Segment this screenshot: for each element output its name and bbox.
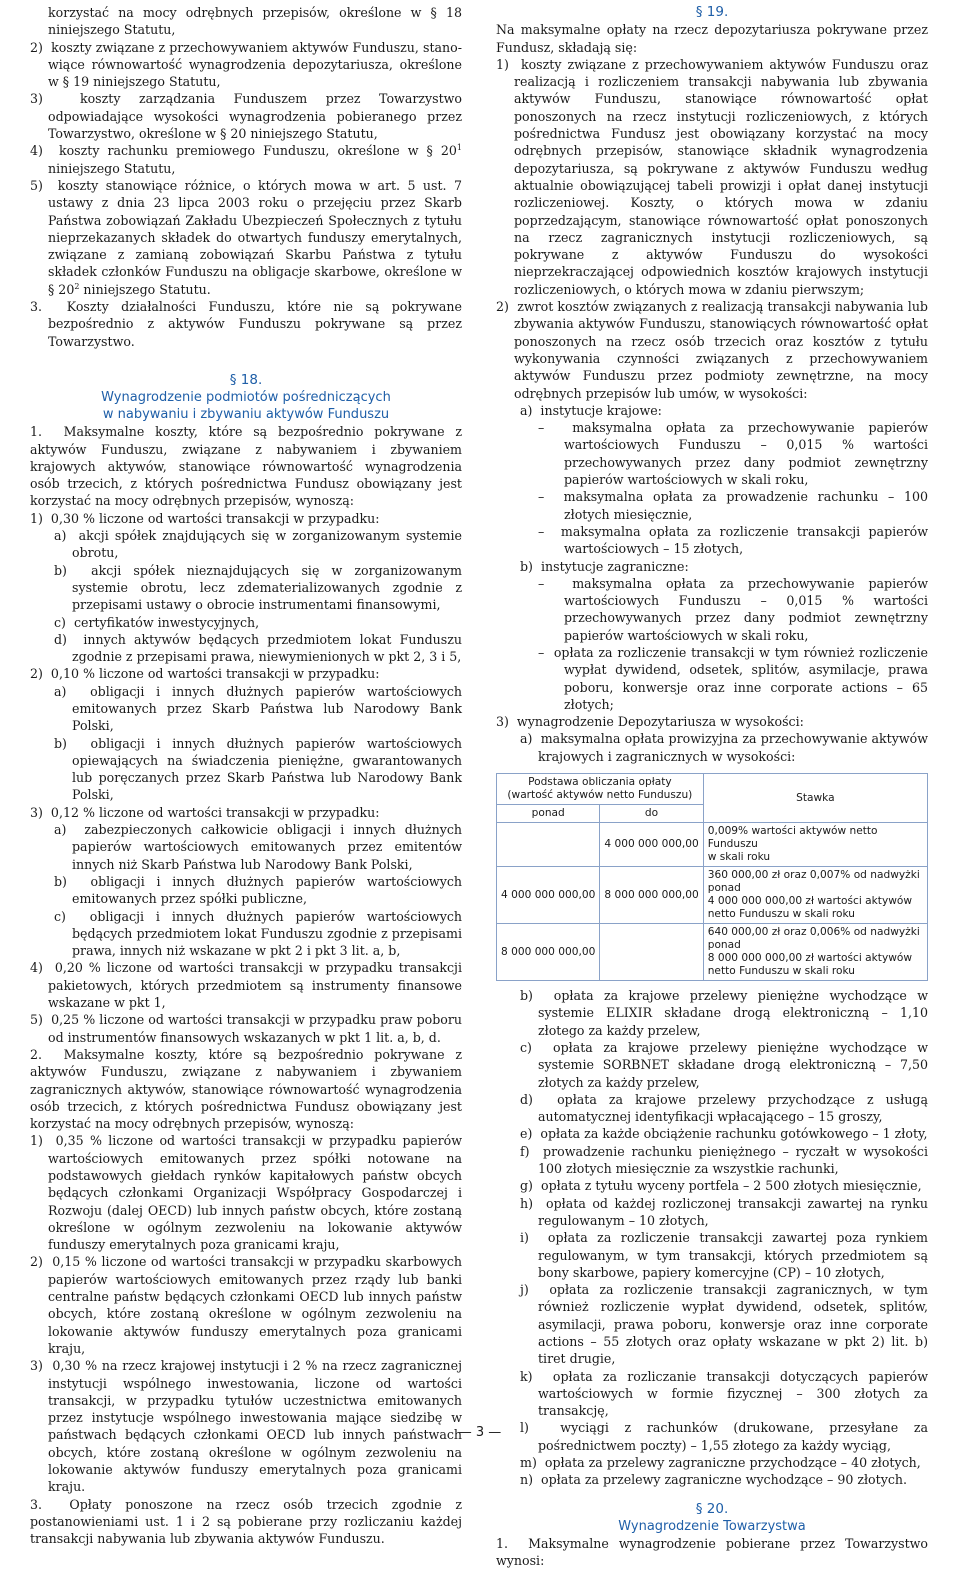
list-item: – maksymalna opłata za prowadzenie rachunku – 100 złotych miesięcznie, bbox=[538, 489, 928, 522]
section-title: Wynagrodzenie podmiotów pośredniczących bbox=[101, 390, 391, 406]
list-item: a) obligacji i innych dłużnych papierów wartościowych emitowanych przez Skarb Państwa lub Narodowy Bank Polski, bbox=[54, 683, 462, 734]
list-item: c) obligacji i innych dłużnych papierów wartościowych będących przedmiotem lokat Funduszu zgodnie z przepisami prawa, innych niż wskazane w pkt 2 i pkt 3 lit. a, b, bbox=[54, 908, 462, 959]
section-title: Wynagrodzenie Towarzystwa bbox=[618, 1518, 806, 1534]
cell-text: 640 000,00 zł oraz 0,006% od nadwyżki ponad bbox=[707, 926, 920, 952]
table-header-row bbox=[497, 774, 928, 805]
list-item: j) opłata za rozliczenie transakcji zagranicznych, w tym również rozliczenie wypłat dywidend, odsetek, splitów, asymilacji, prawa poboru, konwersje oraz inne corporate actions – 55 złotych oraz opłaty wskazane w pkt 2) lit. b) tiret drugie, bbox=[520, 1282, 928, 1367]
list-item: l) wyciągi z rachunków (drukowane, przesyłane za pośrednictwem poczty) – 1,55 złotego za każdy wyciąg, bbox=[520, 1420, 928, 1453]
table-cell: 8 000 000 000,00 bbox=[600, 867, 703, 924]
paragraph: 2. Maksymalne koszty, które są bezpośrednio pokrywane z aktywów Funduszu, związane z nabywaniem i zbywaniem zagranicznych aktywów, stanowiące równowartość wynagrodzenia osób trzecich, z których pośrednictwa Fundusz obowiązany jest korzystać na mocy odrębnych przepisów, wynoszą: bbox=[30, 1046, 462, 1132]
column-header: do bbox=[600, 805, 703, 823]
list-item: 3) koszty zarządzania Funduszem przez Towarzystwo odpowiadające wysokości wynagrodzenia pobieranego przez Towarzystwo, określone w § 20 niniejszego Statutu, bbox=[30, 91, 462, 142]
cell-text: w skali roku bbox=[707, 851, 771, 864]
list-item bbox=[30, 177, 462, 298]
table-cell bbox=[497, 823, 600, 867]
paragraph: Na maksymalne opłaty na rzecz depozytariusza pokrywane przez Fundusz, składają się: bbox=[496, 22, 928, 55]
list-item: a) akcji spółek znajdujących się w zorganizowanym systemie obrotu, bbox=[54, 528, 462, 561]
left-column bbox=[30, 4, 462, 1548]
paragraph: 3. Opłaty ponoszone na rzecz osób trzecich zgodnie z postanowieniami ust. 1 i 2 są pobierane przy rozliczaniu każdej transakcji nabywania lub zbywania aktywów Funduszu. bbox=[30, 1496, 462, 1547]
text: 5) koszty stanowiące różnice, o których mowa w art. 5 ust. 7 ustawy z dnia 23 lipca 2003 roku o przejęciu przez Skarb Państwa zobowiązań Zakładu Ubezpieczeń Społecznych z tytułu nieprzekazanych składek do otwartych funduszy emerytalnych, związane z zamianą zobowiązań Skarbu Państwa z tytułu składek członków Funduszu na obligacje skarbowe, określone w § 20 bbox=[30, 177, 462, 297]
table-cell: 4 000 000 000,00 bbox=[600, 823, 703, 867]
column-header: ponad bbox=[497, 805, 600, 823]
text: niniejszego Statutu. bbox=[79, 281, 211, 297]
text: 4) koszty rachunku premiowego Funduszu, określone w § 20 bbox=[30, 143, 457, 159]
list-item bbox=[30, 142, 462, 177]
section-number: § 19. bbox=[695, 4, 729, 20]
paragraph: korzystać na mocy odrębnych przepisów, określone w § 18 niniejszego Statutu, bbox=[48, 5, 462, 38]
page-number: — 3 — bbox=[458, 1425, 502, 1440]
list-item: a) instytucje krajowe: bbox=[520, 402, 662, 418]
list-item: 1) 0,35 % liczone od wartości transakcji w przypadku papierów wartościowych emitowanych przez spółki notowane na podstawowych giełdach rynków kapitałowych państw obcych będących członkami Organizacji Współpracy Gospodarczej i Rozwoju (dalej OECD) lub innych państw obcych, które zostaną określone w ogólnym zezwoleniu na lokowanie aktywów funduszy emerytalnych poza granicami kraju, bbox=[30, 1133, 462, 1253]
header-text: (wartość aktywów netto Funduszu) bbox=[507, 789, 693, 802]
table-cell bbox=[600, 924, 703, 981]
list-item: – maksymalna opłata za przechowywanie papierów wartościowych Funduszu – 0,015 % wartości przechowywanych przez dany podmiot zewnętrzny papierów wartościowych w skali roku, bbox=[538, 420, 928, 488]
list-item: 1) koszty związane z przechowywaniem aktywów Funduszu oraz realizacją i rozliczeniem transakcji nabywania lub zbywania aktywów Funduszu, stanowiące równowartość opłat ponoszonych na rzecz instytucji rozliczeniowych, z których pośrednictwa Fundusz jest obowiązany korzystać na mocy odrębnych przepisów, stanowiące składnik wynagrodzenia depozytariusza, są pokrywane z aktywów Funduszu według aktualnie obowiązującej tabeli prowizji i opłat danej instytucji rozliczeniowej. Koszty, o których mowa w zdaniu poprzedzającym, stanowiące równowartość opłat ponoszonych na rzecz zagranicznych instytucji rozliczeniowych, są pokrywane z aktywów Funduszu do wysokości nieprzekraczającej odpowiednich kosztów krajowych instytucji rozliczeniowych, o których mowa w zdaniu pierwszym; bbox=[496, 56, 928, 297]
list-item: b) obligacji i innych dłużnych papierów wartościowych emitowanych przez spółki publiczne, bbox=[54, 873, 462, 907]
table-row bbox=[497, 867, 928, 924]
fee-table bbox=[496, 773, 928, 981]
list-item: – opłata za rozliczenie transakcji w tym również rozliczenie wypłat dywidend, odsetek, splitów, asymilacje, prawa poboru, konwersje oraz inne corporate actions – 65 złotych; bbox=[538, 644, 928, 712]
section-number: § 20. bbox=[695, 1500, 729, 1517]
text: niniejszego Statutu, bbox=[48, 160, 176, 176]
list-item: g) opłata z tytułu wyceny portfela – 2 500 złotych miesięcznie, bbox=[520, 1178, 922, 1194]
list-item: 3) 0,30 % na rzecz krajowej instytucji i 2 % na rzecz zagranicznej instytucji wspólnego inwestowania, liczone od wartości transakcji, w przypadku tytułów uczestnictwa emitowanych przez instytucje wspólnego inwestowania mające siedzibę w państwach będących członkami OECD lub innych państwach obcych, które zostaną określone w ogólnym zezwoleniu na lokowanie aktywów funduszy emerytalnych poza granicami kraju. bbox=[30, 1358, 462, 1495]
list-item: b) obligacji i innych dłużnych papierów wartościowych opiewających na świadczenia pieniężne, gwarantowanych lub poręczanych przez Skarb Państwa lub Narodowy Bank Polski, bbox=[54, 735, 462, 803]
column-header bbox=[497, 774, 704, 805]
table-cell: 8 000 000 000,00 bbox=[497, 924, 600, 981]
section-number: § 18. bbox=[229, 371, 263, 388]
section-title: w nabywaniu i zbywaniu aktywów Funduszu bbox=[102, 407, 390, 423]
list-item: 4) 0,20 % liczone od wartości transakcji w przypadku transakcji pakietowych, których przedmiotem są instrumenty finansowe wskazane w pkt 1, bbox=[30, 960, 462, 1011]
column-header: Stawka bbox=[703, 774, 927, 823]
superscript: 1 bbox=[456, 143, 462, 153]
list-item: d) opłata za krajowe przelewy przychodzące z usługą automatycznej identyfikacji wpłacającego – 15 groszy, bbox=[520, 1091, 928, 1125]
list-item: 2) 0,15 % liczone od wartości transakcji w przypadku skarbowych papierów wartościowych emitowanych przez rządy lub banki centralne państw będących członkami OECD lub innych państw obcych, które zostaną określone w ogólnym zezwoleniu na lokowanie aktywów funduszy emerytalnych poza granicami kraju, bbox=[30, 1254, 462, 1356]
table-cell bbox=[703, 924, 927, 981]
paragraph: 3. Koszty działalności Funduszu, które nie są pokrywane bezpośrednio z aktywów Funduszu pokrywane są przez Towarzystwo. bbox=[30, 299, 462, 349]
list-item: 5) 0,25 % liczone od wartości transakcji w przypadku praw poboru od instrumentów finansowych wskazanych w pkt 1 lit. a, b, d. bbox=[30, 1012, 462, 1045]
list-item: e) opłata za każde obciążenie rachunku gotówkowego – 1 złoty, bbox=[520, 1126, 928, 1142]
list-item: b) opłata za krajowe przelewy pieniężne wychodzące w systemie ELIXIR składane drogą elektroniczną – 1,10 złotego za każdy przelew, bbox=[520, 988, 928, 1038]
cell-text: 0,009% wartości aktywów netto Funduszu bbox=[707, 825, 878, 851]
list-item: 3) wynagrodzenie Depozytariusza w wysokości: bbox=[496, 714, 804, 730]
list-item: 3) 0,12 % liczone od wartości transakcji w przypadku: bbox=[30, 804, 380, 820]
list-item: b) instytucje zagraniczne: bbox=[520, 558, 689, 574]
cell-text: 4 000 000 000,00 zł wartości aktywów netto Funduszu w skali roku bbox=[707, 895, 913, 921]
list-item: m) opłata za przelewy zagraniczne przychodzące – 40 złotych, bbox=[520, 1455, 921, 1471]
list-item: c) certyfikatów inwestycyjnych, bbox=[54, 614, 260, 630]
list-item: d) innych aktywów będących przedmiotem lokat Funduszu zgodnie z przepisami prawa, niewymienionych w pkt 2, 3 i 5, bbox=[54, 631, 462, 665]
list-item: 2) zwrot kosztów związanych z realizacją transakcji nabywania lub zbywania aktywów Funduszu, stanowiących równowartość opłat ponoszonych na rzecz osób trzecich oraz kosztów z tytułu wykonywania czynności związanych z przechowywaniem aktywów Funduszu przez podmioty zewnętrzne, na mocy odrębnych przepisów lub umów, w wysokości: bbox=[496, 299, 928, 401]
paragraph: 1. Maksymalne wynagrodzenie pobierane przez Towarzystwo wynosi: bbox=[496, 1535, 928, 1569]
list-item: – maksymalna opłata za rozliczenie transakcji papierów wartościowych – 15 złotych, bbox=[538, 523, 928, 557]
list-item: – maksymalna opłata za przechowywanie papierów wartościowych Funduszu – 0,015 % wartości przechowywanych przez dany podmiot zewnętrzny papierów wartościowych w skali roku, bbox=[538, 575, 928, 643]
list-item: 2) 0,10 % liczone od wartości transakcji w przypadku: bbox=[30, 666, 380, 682]
list-item: h) opłata od każdej rozliczonej transakcji zawartej na rynku regulowanym – 10 złotych, bbox=[520, 1195, 928, 1228]
cell-text: 360 000,00 zł oraz 0,007% od nadwyżki ponad bbox=[707, 869, 920, 895]
list-item: a) zabezpieczonych całkowicie obligacji i innych dłużnych papierów wartościowych emitowanych przez emitentów innych niż Skarb Państwa lub Narodowy Bank Polski, bbox=[54, 822, 462, 872]
list-item: 2) koszty związane z przechowywaniem aktywów Funduszu, stanowiące równowartość wynagrodzenia depozytariusza, określone w § 19 niniejszego Statutu, bbox=[30, 39, 462, 90]
list-item: f) prowadzenie rachunku pieniężnego – ryczałt w wysokości 100 złotych miesięcznie za wszystkie rachunki, bbox=[520, 1143, 928, 1177]
table-row bbox=[497, 823, 928, 867]
header-text: Podstawa obliczania opłaty bbox=[528, 776, 672, 789]
paragraph: 1. Maksymalne koszty, które są bezpośrednio pokrywane z aktywów Funduszu, związane z nabywaniem i zbywaniem krajowych aktywów, stanowiące równowartość wynagrodzenia osób trzecich, z których pośrednictwa Fundusz obowiązany jest korzystać na mocy odrębnych przepisów, wynoszą: bbox=[30, 424, 462, 509]
table-row bbox=[497, 924, 928, 981]
superscript: 2 bbox=[74, 281, 80, 291]
list-item: b) akcji spółek nieznajdujących się w zorganizowanym systemie obrotu, lecz zdematerializowanych zgodnie z przepisami ustawy o obrocie instrumentami finansowymi, bbox=[54, 562, 462, 613]
list-item: c) opłata za krajowe przelewy pieniężne wychodzące w systemie SORBNET składane drogą elektroniczną – 7,50 złotych za każdy przelew, bbox=[520, 1039, 928, 1090]
list-item: a) maksymalna opłata prowizyjna za przechowywanie aktywów krajowych i zagranicznych w wysokości: bbox=[520, 731, 928, 764]
table-cell bbox=[703, 867, 927, 924]
table-cell: 4 000 000 000,00 bbox=[497, 867, 600, 924]
table-cell bbox=[703, 823, 927, 867]
list-item: k) opłata za rozliczanie transakcji dotyczących papierów wartościowych w formie fizycznej – 300 złotych za transakcję, bbox=[520, 1368, 928, 1419]
list-item: i) opłata za rozliczenie transakcji zawartej poza rynkiem regulowanym, w tym transakcji, których przedmiotem są bony skarbowe, papiery komercyjne (CP) – 10 złotych, bbox=[520, 1230, 928, 1280]
list-item: 1) 0,30 % liczone od wartości transakcji w przypadku: bbox=[30, 510, 380, 526]
cell-text: 8 000 000 000,00 zł wartości aktywów netto Funduszu w skali roku bbox=[707, 952, 913, 978]
list-item: n) opłata za przelewy zagraniczne wychodzące – 90 złotych. bbox=[520, 1472, 907, 1488]
right-column bbox=[496, 4, 928, 1570]
